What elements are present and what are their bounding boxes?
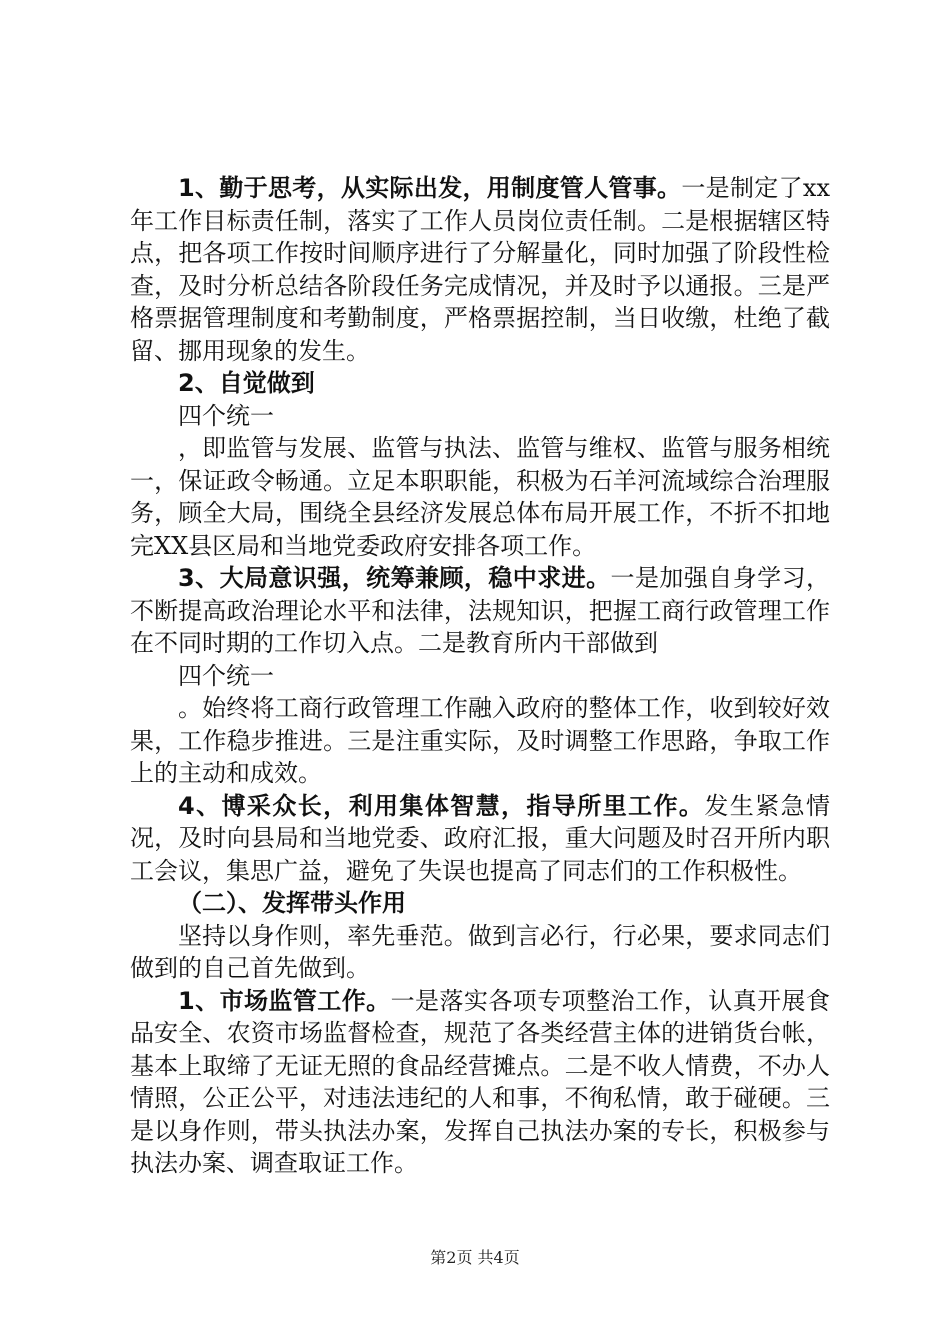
paragraph-2-lead bbox=[130, 367, 830, 400]
section-2-heading-text: （二）、发挥带头作用 bbox=[178, 889, 406, 917]
paragraph-2-lead-text: 2、自觉做到 bbox=[178, 369, 315, 397]
paragraph-3-lead: 3、大局意识强，统筹兼顾，稳中求进。 bbox=[178, 564, 611, 592]
paragraph-1-text: 一是制定了xx年工作目标责任制，落实了工作人员岗位责任制。二是根据辖区特点，把各项工作按时间顺序进行了分解量化，同时加强了阶段性检查，及时分析总结各阶段任务完成情况，并及时予以通报。三是严格票据管理制度和考勤制度，严格票据控制，当日收缴，杜绝了截留、挪用现象的发生。 bbox=[130, 174, 830, 365]
paragraph-4 bbox=[130, 790, 830, 888]
paragraph-3-text2: 。始终将工商行政管理工作融入政府的整体工作，收到较好效果，工作稳步推进。三是注重实际，及时调整工作思路，争取工作上的主动和成效。 bbox=[130, 694, 830, 787]
paragraph-2-sub: 四个统一 bbox=[178, 401, 274, 430]
paragraph-4-lead: 4、博采众长，利用集体智慧，指导所里工作。 bbox=[178, 791, 705, 820]
paragraph-1 bbox=[130, 172, 830, 367]
paragraph-5 bbox=[130, 985, 830, 1180]
paragraph-3 bbox=[130, 562, 830, 660]
paragraph-4-text: 发生紧急情况，及时向县局和当地党委、政府汇报，重大问题及时召开所内职工会议，集思广益，避免了失误也提高了同志们的工作积极性。 bbox=[130, 791, 831, 885]
paragraph-3-text: 一是加强自身学习，不断提高政治理论水平和法律，法规知识，把握工商行政管理工作在不同时期的工作切入点。二是教育所内干部做到 bbox=[130, 564, 831, 657]
paragraph-1-lead: 1、勤于思考，从实际出发，用制度管人管事。 bbox=[178, 174, 682, 202]
paragraph-5-text: 一是落实各项专项整治工作，认真开展食品安全、农资市场监督检查，规范了各类经营主体的进销货台帐，基本上取缔了无证无照的食品经营摊点。二是不收人情费，不办人情照，公正公平，对违法违纪的人和事，不徇私情，敢于碰硬。三是以身作则，带头执法办案，发挥自己执法办案的专长，积极参与执法办案、调查取证工作。 bbox=[130, 986, 830, 1177]
paragraph-3-sub: 四个统一 bbox=[178, 661, 274, 690]
section-2-text: 坚持以身作则，率先垂范。做到言必行，行必果，要求同志们做到的自己首先做到。 bbox=[130, 921, 830, 982]
section-2-heading bbox=[130, 887, 830, 920]
paragraph-5-lead: 1、市场监管工作。 bbox=[178, 986, 391, 1015]
paragraph-2-text: ，即监管与发展、监管与执法、监管与维权、监管与服务相统一，保证政令畅通。立足本职职能，积极为石羊河流域综合治理服务，顾全大局，围绕全县经济发展总体布局开展工作，不折不扣地完XX县区局和当地党委政府安排各项工作。 bbox=[130, 434, 830, 560]
page-footer: 第2页 共4页 bbox=[430, 1248, 520, 1267]
document-body bbox=[130, 172, 830, 1180]
